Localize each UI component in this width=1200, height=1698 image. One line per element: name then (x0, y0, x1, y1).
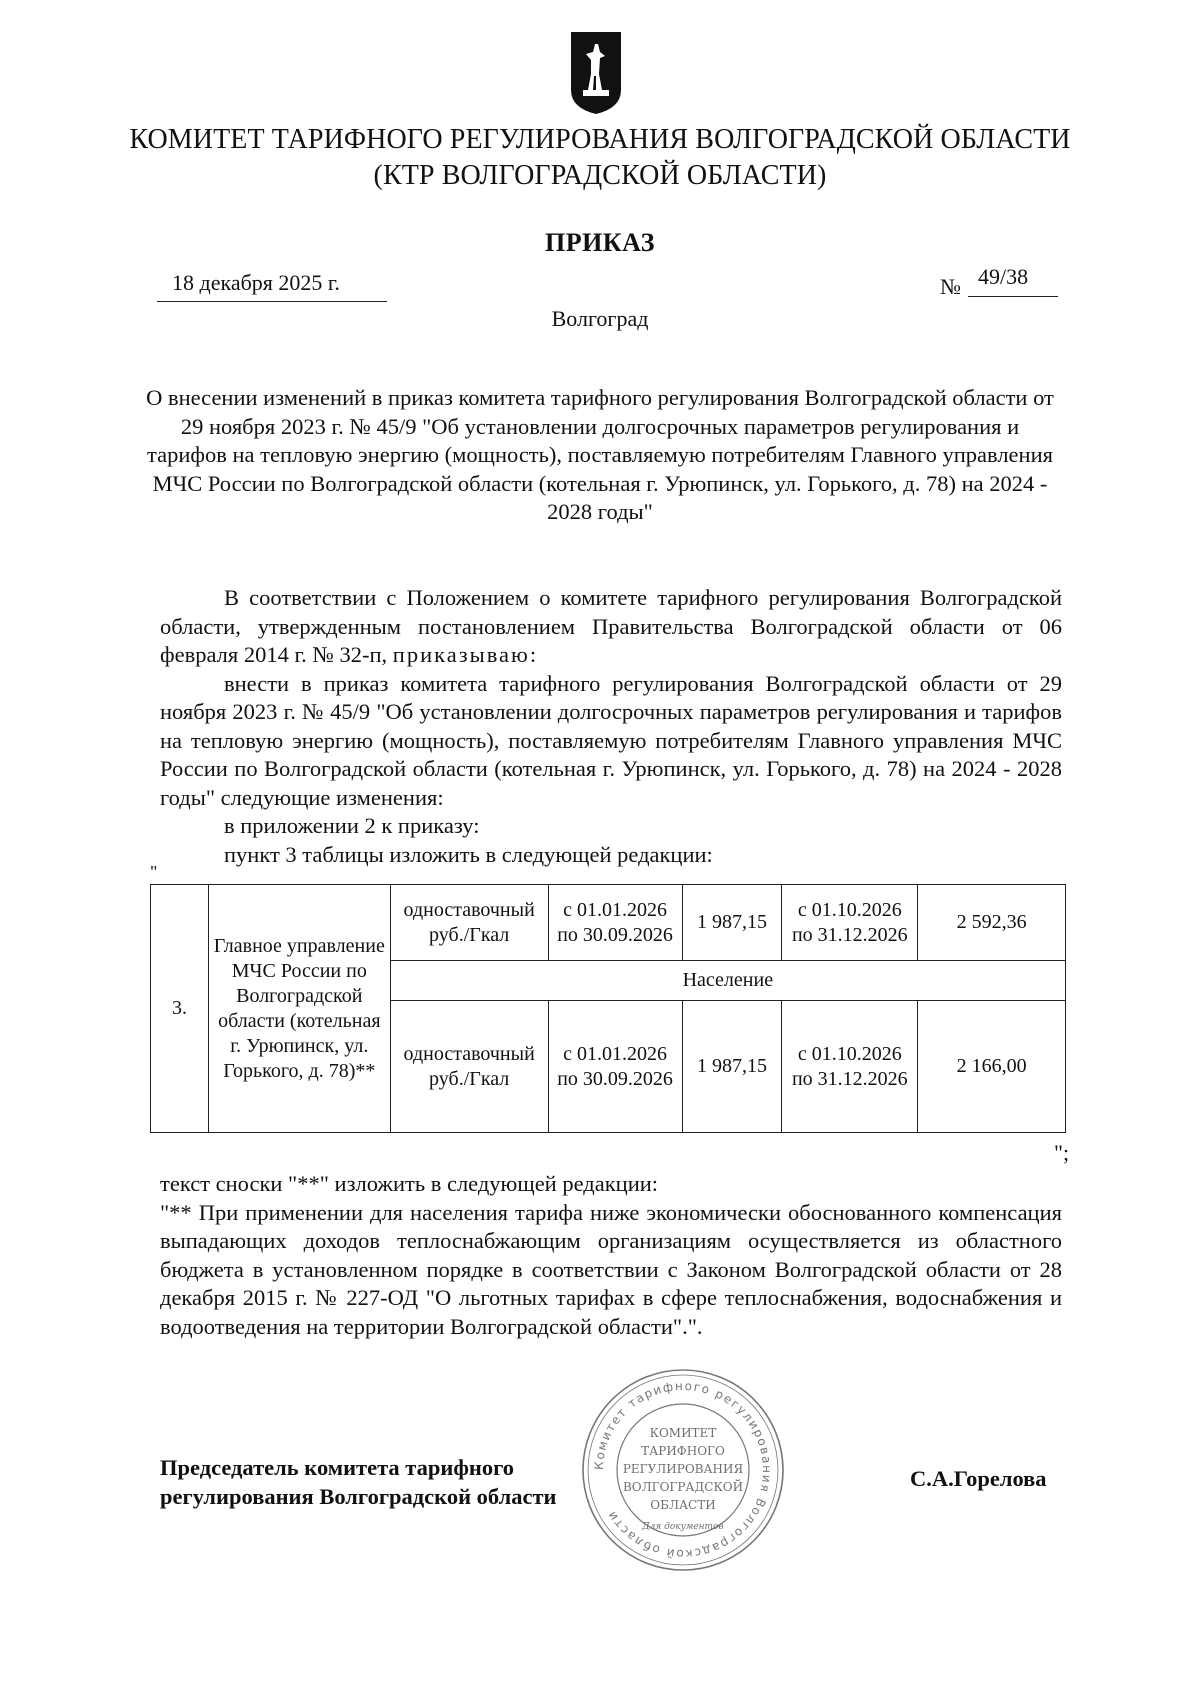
consumer-cell: Главное управление МЧС России по Волгоградской области (котельная г. Урюпинск, ул. Горького, д. 78)** (208, 885, 390, 1133)
organization-name-line2: (КТР ВОЛГОГРАДСКОЙ ОБЛАСТИ) (373, 160, 827, 191)
body-paragraph-2: внести в приказ комитета тарифного регулирования Волгоградской области от 29 ноября 2023 г. № 45/9 "Об установлении долгосрочных параметров регулирования и тарифов на тепловую энергию (мощность), поставляемую потребителям Главного управления МЧС России по Волгоградской области (котельная г. Урюпинск, ул. Горького, д. 78) на 2024 - 2028 годы" следующие изменения: (160, 670, 1062, 810)
quote-open-mark: " (150, 862, 158, 882)
period-cell: с 01.01.2026 по 30.09.2026 (548, 885, 682, 961)
order-number: 49/38 (978, 264, 1029, 289)
stamp-ring-text: Комитет тарифного регулирования Волгоградской области (591, 1378, 775, 1562)
order-number-label: № (940, 274, 961, 299)
organization-name-line1: КОМИТЕТ ТАРИФНОГО РЕГУЛИРОВАНИЯ ВОЛГОГРАДСКОЙ ОБЛАСТИ (129, 124, 1071, 155)
document-title: ПРИКАЗ (544, 228, 656, 257)
tariff-table (150, 884, 1066, 1133)
body-p1-text: В соответствии с Положением о комитете тарифного регулирования Волгоградской области, утвержденным постановлением Правительства Волгоградской области от 06 февраля 2014 г. № 32-п, (160, 585, 1062, 667)
order-date: 18 декабря 2025 г. (172, 270, 340, 295)
body-paragraph-4: пункт 3 таблицы изложить в следующей редакции: (224, 841, 713, 867)
stamp-center-line: КОМИТЕТ (649, 1426, 717, 1440)
row-number-cell: 3. (151, 885, 209, 1133)
date-underline (157, 301, 387, 302)
tariff-type-cell: одноставочный руб./Гкал (390, 1001, 548, 1133)
value-cell: 2 592,36 (918, 885, 1066, 961)
value-cell: 1 987,15 (682, 885, 782, 961)
period-cell: с 01.10.2026 по 31.12.2026 (782, 885, 918, 961)
value-cell: 1 987,15 (682, 1001, 782, 1133)
body-paragraph-1 (160, 584, 1062, 670)
table-row (151, 885, 1066, 961)
signatory-position-line2: регулирования Волгоградской области (160, 1484, 557, 1509)
official-stamp (578, 1365, 788, 1575)
organization-name (0, 122, 1200, 194)
period-cell: с 01.01.2026 по 30.09.2026 (548, 1001, 682, 1133)
signatory-position (160, 1453, 557, 1511)
coat-of-arms-icon (569, 30, 623, 116)
population-group-cell: Население (390, 961, 1065, 1001)
value-cell: 2 166,00 (918, 1001, 1066, 1133)
signatory-name: С.А.Горелова (910, 1466, 1047, 1491)
order-city: Волгоград (551, 306, 649, 331)
order-subject: О внесении изменений в приказ комитета тарифного регулирования Волгоградской области от 29 ноября 2023 г. № 45/9 "Об установлении долгосрочных параметров регулирования и тарифов на тепловую энергию (мощность), поставляемую потребителям Главного управления МЧС России по Волгоградской области (котельная г. Урюпинск, ул. Горького, д. 78) на 2024 - 2028 годы" (146, 385, 1054, 524)
period-cell: с 01.10.2026 по 31.12.2026 (782, 1001, 918, 1133)
order-body (160, 584, 1062, 869)
number-underline (968, 296, 1058, 297)
footnote-text: "** При применении для населения тарифа ниже экономически обоснованного компенсация выпадающих доходов теплоснабжающим организациям осуществляется из областного бюджета в установленном порядке в соответствии с Законом Волгоградской области от 28 декабря 2015 г. № 227-ОД "О льготных тарифах в сфере теплоснабжения, водоснабжения и водоотведения на территории Волгоградской области".". (160, 1199, 1062, 1339)
tariff-type-cell: одноставочный руб./Гкал (390, 885, 548, 961)
stamp-center-line: ТАРИФНОГО (641, 1444, 725, 1458)
body-paragraph-3: в приложении 2 к приказу: (224, 813, 480, 838)
stamp-center-line: ОБЛАСТИ (650, 1498, 716, 1512)
footnote-section (160, 1170, 1062, 1341)
order-word: приказываю: (392, 642, 539, 667)
quote-close-mark: "; (1054, 1140, 1070, 1165)
footnote-intro: текст сноски "**" изложить в следующей редакции: (160, 1171, 659, 1196)
signatory-position-line1: Председатель комитета тарифного (160, 1455, 515, 1480)
stamp-center-line: РЕГУЛИРОВАНИЯ (622, 1462, 744, 1476)
stamp-center-line: ВОЛГОГРАДСКОЙ (622, 1480, 744, 1494)
stamp-bottom-text: Для документов (642, 1522, 724, 1532)
